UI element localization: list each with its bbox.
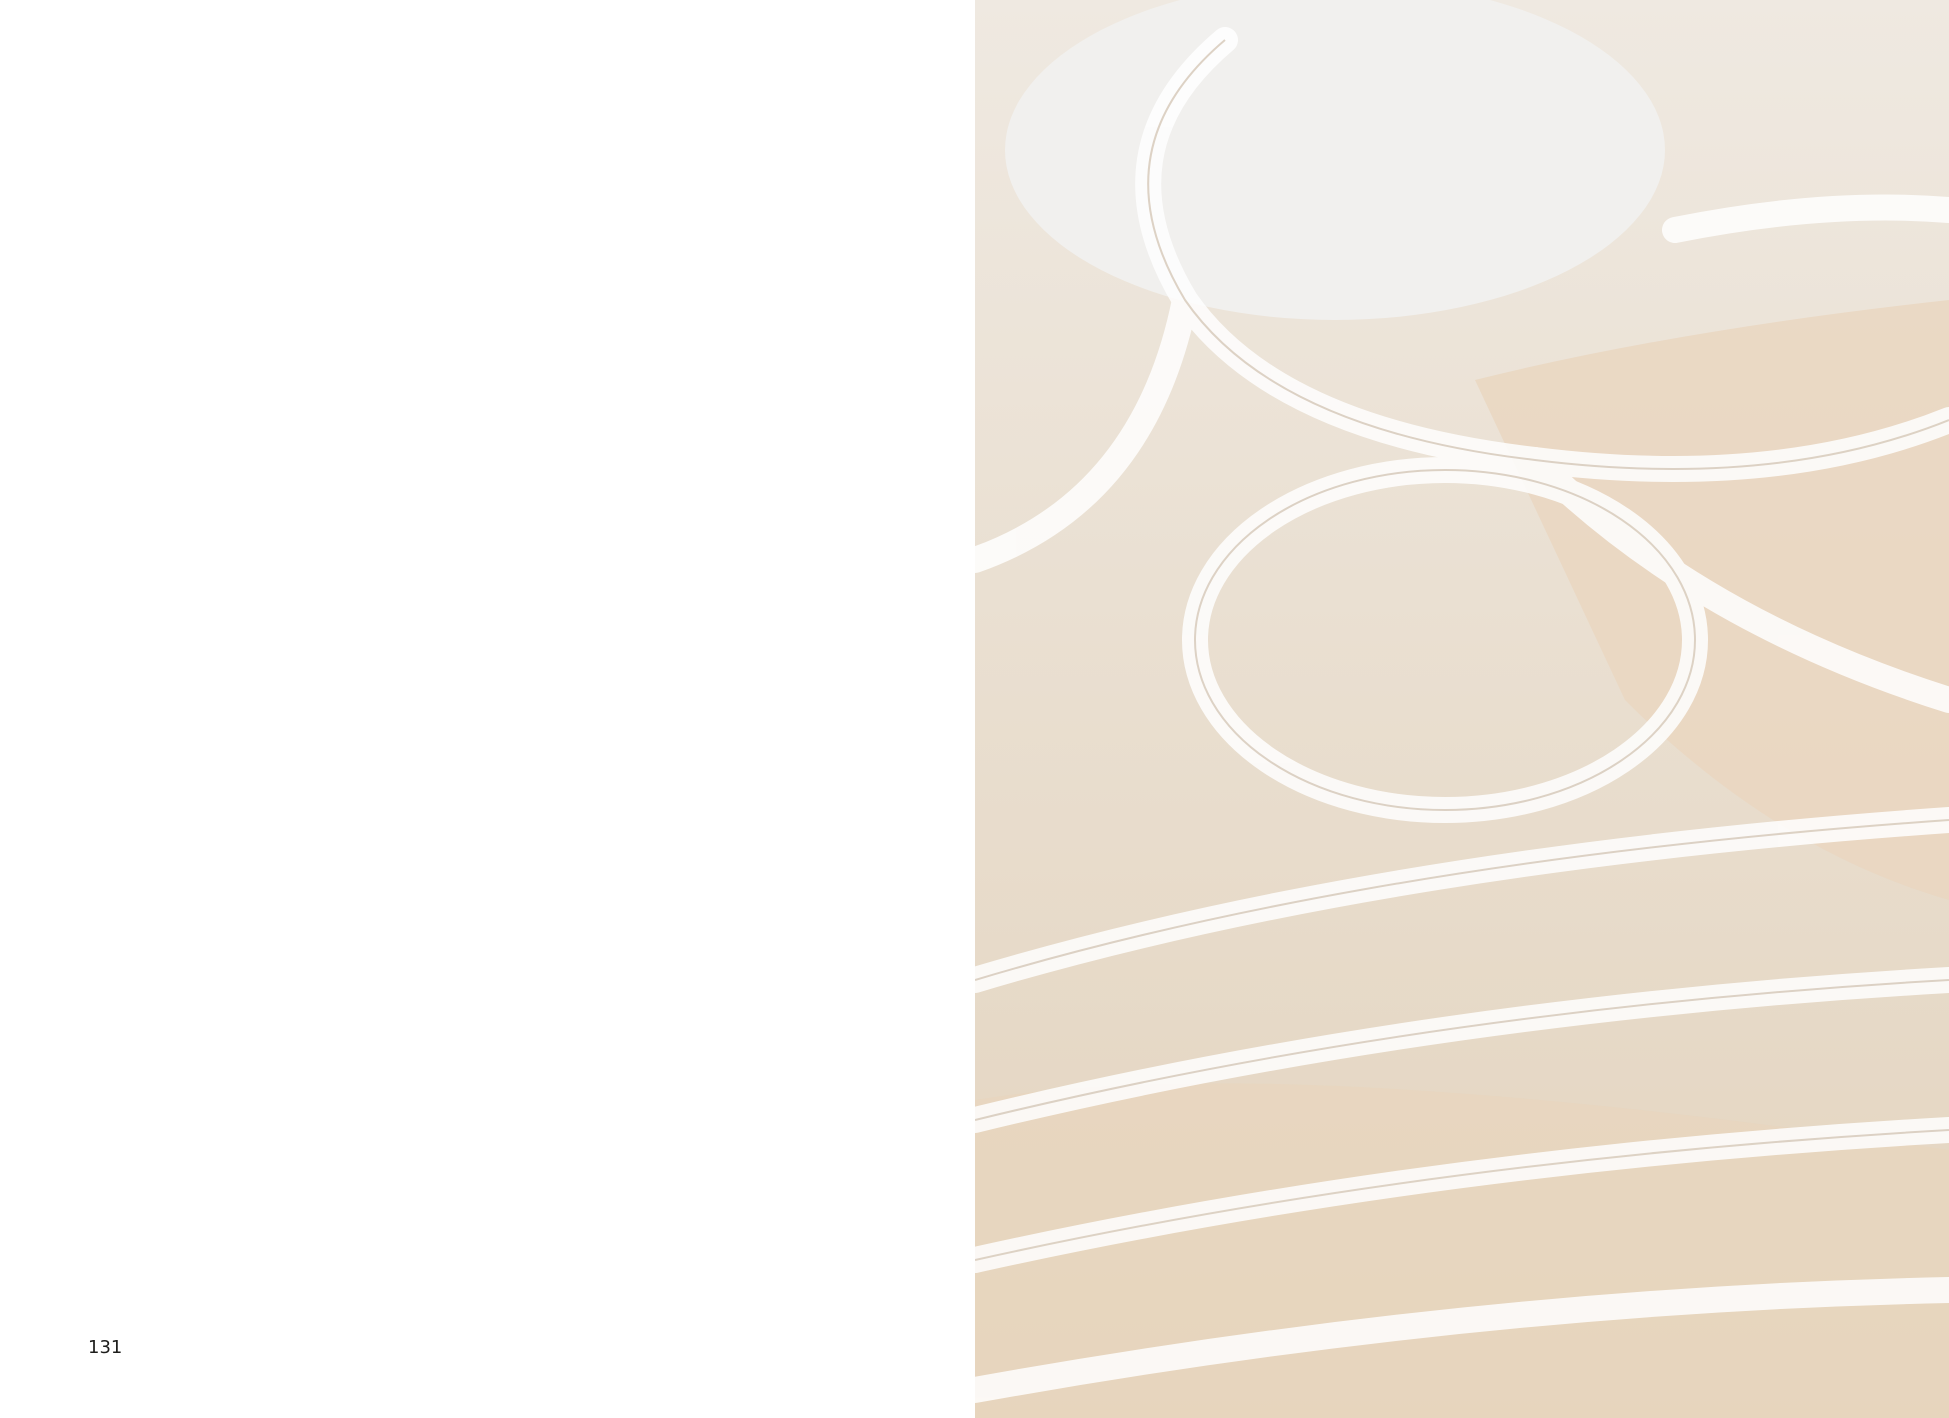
page-number: 131 — [88, 1337, 123, 1358]
highway-interchange-icon — [975, 0, 1949, 1418]
highway-interchange-photo — [975, 0, 1949, 1418]
